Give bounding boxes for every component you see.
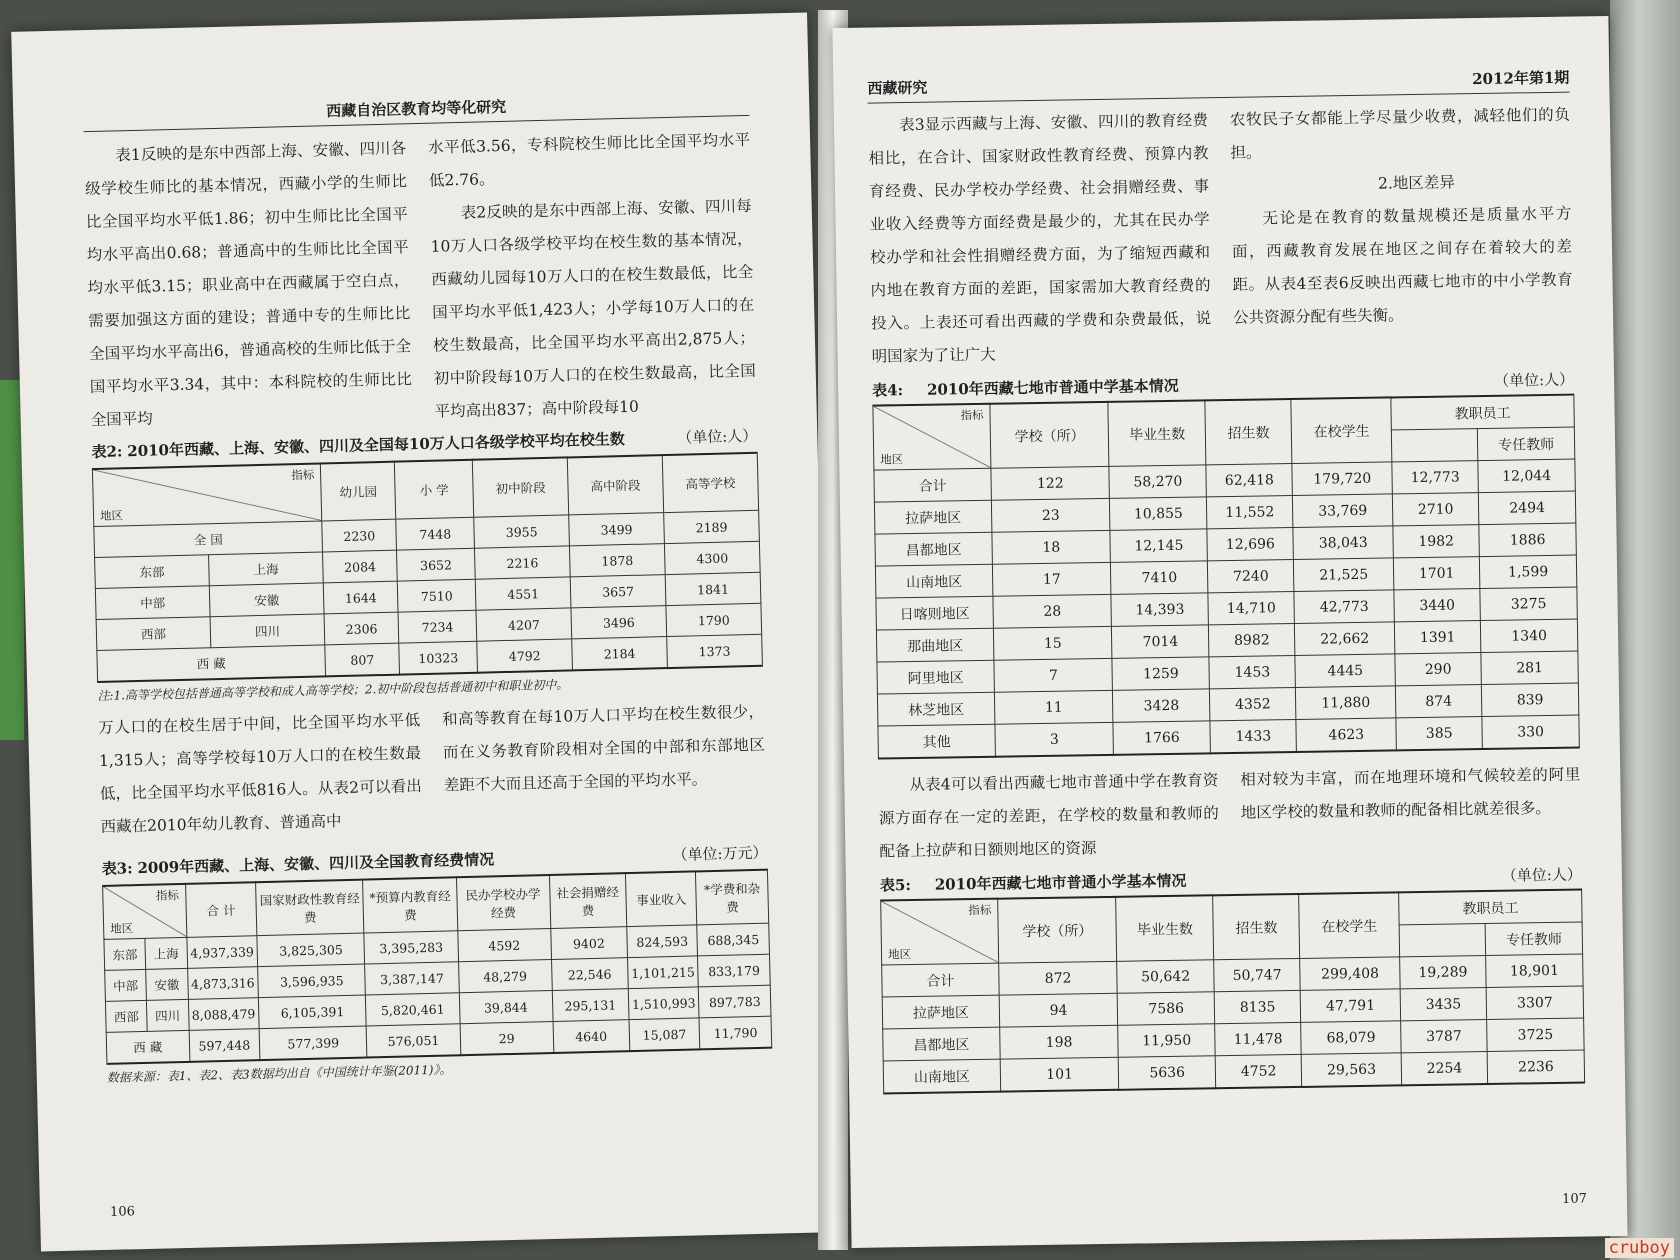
- table3: [102, 869, 772, 1065]
- table-cell: 10323: [399, 641, 478, 674]
- corner-top-label: 指标: [155, 888, 180, 903]
- table-cell: 3440: [1394, 589, 1481, 622]
- column-header: 事业收入: [625, 871, 697, 926]
- table-cell: 那曲地区: [876, 628, 993, 662]
- column-header: 幼儿园: [320, 462, 396, 521]
- table-cell: 21,525: [1294, 558, 1394, 592]
- table-cell: 安徽: [146, 968, 188, 1000]
- table-cell: 1,599: [1479, 555, 1576, 589]
- table-cell: 18: [992, 530, 1111, 564]
- table-cell: 11,790: [699, 1016, 771, 1049]
- table-cell: 4752: [1215, 1054, 1302, 1088]
- table-cell: 290: [1395, 653, 1482, 686]
- table-cell: 385: [1396, 717, 1483, 751]
- column-header: 小 学: [395, 460, 474, 519]
- column-header: *预算内教育经费: [363, 877, 458, 933]
- table-cell: 897,783: [699, 985, 771, 1018]
- right-mid-col-1: [878, 764, 1220, 868]
- running-header-left: 西藏自治区教育均等化研究: [81, 14, 749, 132]
- paragraph: 水平低3.56，专科院校生师比比全国平均水平低2.76。: [427, 130, 751, 190]
- table-cell: 2216: [475, 546, 571, 579]
- table-cell: 17: [992, 562, 1111, 596]
- table-cell: 2084: [323, 550, 398, 583]
- table-cell: 阿里地区: [877, 660, 994, 694]
- column-header: 毕业生数: [1108, 400, 1206, 466]
- table-cell: 西 藏: [106, 1030, 189, 1064]
- table5: [880, 889, 1585, 1095]
- table-cell: 198: [1000, 1025, 1119, 1059]
- table-cell: 281: [1481, 651, 1578, 685]
- column-header: 社会捐赠经费: [549, 873, 626, 928]
- table-cell: 7014: [1112, 625, 1209, 659]
- column-header: 民办学校办学经费: [456, 875, 550, 931]
- table-cell: 122: [991, 466, 1110, 500]
- table-cell: 6,105,391: [259, 995, 367, 1029]
- table-cell: 295,131: [552, 989, 629, 1022]
- column-header: *学费和杂费: [696, 870, 769, 925]
- table-title: 2010年西藏七地市普通中学基本情况: [926, 376, 1179, 399]
- table-cell: 4640: [553, 1020, 630, 1053]
- table-cell: 42,773: [1294, 590, 1394, 624]
- column-header: [1391, 429, 1478, 462]
- table2-note: 注:1.高等学校包括普通高等学校和成人高等学校；2.初中阶段包括普通初中和职业初中。: [97, 677, 569, 703]
- table-cell: 12,145: [1110, 529, 1207, 563]
- table-cell: 22,662: [1295, 622, 1395, 656]
- table-cell: 拉萨地区: [882, 995, 999, 1029]
- column-subheader: 专任教师: [1477, 427, 1574, 461]
- column-header: 教职员工: [1391, 395, 1574, 430]
- table-cell: 4300: [664, 541, 760, 574]
- table-cell: 101: [1000, 1057, 1119, 1091]
- table-cell: 林芝地区: [877, 692, 994, 726]
- column-header: 学校（所）: [990, 402, 1109, 468]
- watermark: cruboy: [1605, 1238, 1674, 1258]
- table-cell: 东部: [95, 555, 210, 589]
- table-cell: 3496: [571, 606, 667, 639]
- table-cell: 14,710: [1208, 591, 1295, 624]
- table-cell: 12,696: [1207, 527, 1294, 560]
- table-cell: 874: [1395, 685, 1482, 718]
- table-cell: 39,844: [459, 990, 553, 1023]
- table-cell: 3307: [1486, 986, 1583, 1020]
- table-cell: 3,596,935: [258, 964, 366, 998]
- table-cell: 11,880: [1296, 686, 1396, 720]
- table-cell: 1391: [1394, 621, 1481, 654]
- column-header: 在校学生: [1299, 892, 1400, 958]
- table-cell: 9402: [550, 927, 627, 960]
- table-cell: 4792: [477, 639, 573, 673]
- table4: [872, 394, 1579, 760]
- table-cell: 8982: [1209, 623, 1296, 656]
- right-top-columns: [868, 99, 1574, 374]
- table-cell: 11: [994, 690, 1113, 724]
- table-corner-cell: [103, 884, 187, 939]
- table-cell: 1701: [1393, 557, 1480, 590]
- table-cell: 23: [991, 498, 1110, 532]
- table-corner-cell: [92, 463, 321, 526]
- table-cell: 14,393: [1111, 593, 1208, 627]
- column-header: 初中阶段: [472, 457, 568, 517]
- table-cell: 7234: [398, 610, 477, 643]
- table-cell: 3275: [1480, 587, 1577, 621]
- table-cell: 5636: [1119, 1056, 1216, 1090]
- table-cell: 12,773: [1392, 461, 1479, 494]
- table-cell: 西部: [105, 1000, 147, 1032]
- table-cell: 8,088,479: [188, 998, 259, 1031]
- table-cell: 50,642: [1117, 960, 1214, 994]
- table-cell: 昌都地区: [875, 532, 992, 566]
- paragraph: 表3显示西藏与上海、安徽、四川的教育经费相比，在合计、国家财政性教育经费、预算内教育经费、民办学校办学经费、社会捐赠经费、事业收入经费等方面经费是最少的，尤其在民办学校办学和社会性捐赠经费方面，为了缩短西藏和内地在教育方面的差距，国家需加大教育经费的投入。上表还可看出西藏的学费和杂费最低，说明国家为了让广大: [868, 111, 1212, 366]
- corner-bottom-label: 地区: [887, 947, 912, 962]
- table-cell: 299,408: [1300, 957, 1400, 991]
- table-cell: 7: [994, 658, 1113, 692]
- table-cell: 688,345: [697, 923, 769, 956]
- table-cell: 3,825,305: [257, 933, 365, 967]
- table-cell: 58,270: [1109, 465, 1206, 499]
- table-cell: 4,873,316: [187, 967, 258, 1000]
- table-cell: 833,179: [698, 954, 770, 987]
- table-cell: 西 藏: [97, 645, 326, 682]
- table-cell: 2184: [572, 637, 668, 671]
- corner-top-label: 指标: [960, 407, 984, 423]
- table-cell: 38,043: [1293, 526, 1393, 560]
- corner-bottom-label: 地区: [99, 508, 124, 523]
- left-col-1: [84, 132, 413, 437]
- table-cell: 日喀则地区: [876, 596, 993, 630]
- table-cell: 2494: [1478, 491, 1575, 525]
- table-cell: 4445: [1295, 654, 1395, 688]
- left-mid-columns: [98, 696, 767, 844]
- table-cell: 3: [995, 722, 1114, 756]
- table-cell: 上海: [145, 937, 187, 969]
- section-heading: 2.地区差异: [1377, 173, 1455, 193]
- table-cell: 15,087: [629, 1018, 700, 1051]
- table-cell: 合计: [882, 963, 999, 997]
- paragraph: 从表4可以看出西藏七地市普通中学在教育资源方面存在一定的差距，在学校的数量和教师的配备上拉萨和日额则地区的资源: [878, 771, 1219, 861]
- column-header: 高中阶段: [567, 455, 663, 515]
- table-cell: 4551: [475, 577, 571, 610]
- table-cell: 4352: [1210, 687, 1297, 720]
- table-cell: 3657: [570, 575, 666, 608]
- column-header: 招生数: [1205, 399, 1292, 465]
- left-mid-col-1: [98, 704, 423, 844]
- table-cell: 824,593: [627, 925, 698, 958]
- table-cell: 其他: [878, 724, 995, 758]
- table-cell: 3787: [1401, 1020, 1488, 1053]
- table-cell: 西部: [96, 617, 211, 651]
- corner-top-label: 指标: [968, 902, 992, 918]
- table-cell: 1,510,993: [628, 987, 699, 1020]
- table-cell: 47,791: [1300, 989, 1400, 1023]
- column-header: 在校学生: [1291, 397, 1392, 463]
- table-cell: 中部: [105, 969, 147, 1001]
- corner-top-label: 指标: [291, 467, 315, 483]
- page-number: 106: [109, 1204, 136, 1220]
- corner-bottom-label: 地区: [109, 921, 134, 936]
- table-cell: 576,051: [367, 1024, 461, 1058]
- table-cell: 10,855: [1110, 497, 1207, 531]
- table-label: 表2:: [91, 442, 123, 462]
- table-cell: 4207: [476, 608, 572, 641]
- table-cell: 2710: [1392, 493, 1479, 526]
- table-cell: 11,552: [1207, 495, 1294, 528]
- table-cell: 2236: [1487, 1050, 1584, 1084]
- table-cell: 1259: [1112, 657, 1209, 691]
- table-cell: 33,769: [1293, 494, 1393, 528]
- table-cell: 50,747: [1214, 958, 1301, 991]
- right-mid-columns: [878, 759, 1581, 869]
- column-header: 合 计: [185, 882, 257, 937]
- table-cell: 28: [993, 594, 1112, 628]
- right-mid-col-2: [1240, 759, 1582, 863]
- table-cell: 94: [999, 993, 1118, 1027]
- table-cell: 4592: [457, 929, 551, 962]
- right-page: [832, 16, 1627, 1248]
- table-cell: 2306: [324, 612, 399, 645]
- paragraph: 万人口的在校生居于中间，比全国平均水平低1,315人；高等学校每10万人口的在校生数最低，比全国平均水平低816人。从表2可以看出西藏在2010年幼儿教育、普通高中: [98, 711, 422, 836]
- table-cell: 7510: [397, 579, 476, 612]
- paragraph: 无论是在教育的数量规模还是质量水平方面，西藏教育发展在地区之间存在着较大的差距。从表4至表6反映出西藏七地市的中小学教育公共资源分配有些失衡。: [1231, 204, 1573, 327]
- table-cell: 8135: [1214, 990, 1301, 1023]
- table-cell: 3,395,283: [364, 931, 458, 964]
- table-cell: 68,079: [1301, 1021, 1401, 1055]
- journal-name: 西藏研究: [867, 78, 928, 98]
- paragraph: 相对较为丰富，而在地理环境和气候较差的阿里地区学校的数量和教师的配备相比就差很多。: [1240, 765, 1581, 822]
- table-cell: 东部: [104, 938, 146, 970]
- table-cell: 48,279: [458, 959, 552, 992]
- table-cell: 2254: [1401, 1052, 1488, 1086]
- left-mid-col-2: [442, 696, 767, 836]
- table-cell: 872: [999, 961, 1118, 995]
- table-cell: 山南地区: [875, 564, 992, 598]
- table-unit: （单位:万元）: [672, 843, 768, 864]
- table-cell: 11,478: [1215, 1022, 1302, 1055]
- column-subheader: 专任教师: [1485, 922, 1582, 956]
- column-header: 毕业生数: [1116, 895, 1214, 961]
- table-cell: 1886: [1479, 523, 1576, 557]
- table-cell: 2230: [322, 519, 397, 552]
- table-cell: 四川: [147, 999, 189, 1031]
- table-cell: 山南地区: [883, 1059, 1000, 1093]
- table-title: 2010年西藏七地市普通小学基本情况: [934, 871, 1187, 894]
- table-cell: 1841: [665, 572, 761, 605]
- table-cell: 330: [1482, 715, 1579, 749]
- table-title: 2009年西藏、上海、安徽、四川及全国教育经费情况: [137, 850, 495, 878]
- table-cell: 拉萨地区: [874, 500, 991, 534]
- left-page: [11, 12, 837, 1251]
- table-cell: 7586: [1118, 992, 1215, 1026]
- paragraph: 农牧民子女都能上学尽量少收费，减轻他们的负担。: [1229, 105, 1571, 162]
- table-label: 表5:: [879, 876, 912, 895]
- table-cell: 18,901: [1486, 954, 1583, 988]
- column-header: 招生数: [1213, 894, 1300, 960]
- table-cell: 1878: [570, 544, 666, 577]
- table-cell: 7410: [1111, 561, 1208, 595]
- data-source-note: 数据来源：表1、表2、表3数据均出自《中国统计年鉴(2011)》。: [106, 1062, 452, 1085]
- issue-label: 2012年第1期: [1472, 68, 1570, 89]
- column-header: 学校（所）: [998, 897, 1117, 963]
- table-cell: 1766: [1113, 721, 1210, 755]
- table-unit: （单位:人）: [677, 426, 758, 447]
- table-cell: 安徽: [209, 583, 324, 617]
- table-cell: 29,563: [1301, 1053, 1401, 1087]
- table-cell: 15: [993, 626, 1112, 660]
- table-cell: 29: [460, 1021, 554, 1055]
- column-header: [1399, 924, 1486, 957]
- table-cell: 179,720: [1292, 462, 1392, 496]
- table-cell: 3499: [569, 513, 665, 546]
- table-cell: 22,546: [551, 958, 628, 991]
- paragraph: 表2反映的是东中西部上海、安徽、四川每10万人口各级学校平均在校生数的基本情况，西藏幼儿园每10万人口的在校生数最低，比全国平均水平低1,423人；小学每10万人口的在校生数最高，比全国平均水平高出2,875人；初中阶段每10万人口的在校生数最高，比全国平均高出837；高中阶段每10: [430, 196, 756, 421]
- table-unit: （单位:人）: [1493, 370, 1575, 390]
- paragraph: 表1反映的是东中西部上海、安徽、四川各级学校生师比的基本情况，西藏小学的生师比比全国平均水平低1.86；初中生师比比全国平均水平高出0.68；普通高中的生师比比全国平均水平低3.15；职业高中在西藏属于空白点，需要加强这方面的建设；普通中专的生师比比全国平均水平高出6，普通高校的生师比低于全国平均水平3.34，其中：本科院校的生师比比全国平均: [84, 139, 413, 430]
- table2: [92, 452, 763, 683]
- table-label: 表4:: [872, 381, 904, 400]
- paragraph: 和高等教育在每10万人口平均在校生数很少，而在义务教育阶段相对全国的中部和东部地区差距不大而且还高于全国的平均水平。: [441, 702, 766, 795]
- table-cell: 19,289: [1400, 956, 1487, 989]
- table-cell: 7448: [396, 517, 475, 550]
- table-cell: 1644: [323, 581, 398, 614]
- table-corner-cell: [873, 404, 991, 470]
- left-top-columns: [84, 124, 757, 437]
- table-cell: 3428: [1113, 689, 1210, 723]
- table-cell: 上海: [209, 552, 324, 586]
- table-cell: 12,044: [1478, 459, 1575, 493]
- table-cell: 839: [1481, 683, 1578, 717]
- table-cell: 昌都地区: [883, 1027, 1000, 1061]
- table-cell: 3725: [1487, 1018, 1584, 1052]
- table-cell: 3955: [474, 515, 570, 548]
- table-title: 2010年西藏、上海、安徽、四川及全国每10万人口各级学校平均在校生数: [127, 430, 625, 461]
- table-cell: 1453: [1209, 655, 1296, 688]
- table-cell: 3435: [1400, 988, 1487, 1021]
- table-cell: 5,820,461: [366, 993, 460, 1026]
- table-cell: 3652: [397, 548, 476, 581]
- table-cell: 全 国: [94, 521, 323, 558]
- table-cell: 3,387,147: [365, 962, 459, 995]
- column-header: 国家财政性教育经费: [256, 880, 365, 936]
- table-cell: 1,101,215: [627, 956, 698, 989]
- right-col-1: [868, 104, 1212, 373]
- right-col-2: [1230, 99, 1574, 368]
- left-col-2: [428, 124, 757, 429]
- table-cell: 4,937,339: [186, 936, 257, 969]
- table-cell: 1982: [1393, 525, 1480, 558]
- table-cell: 4623: [1296, 718, 1396, 752]
- page-number: 107: [1562, 1191, 1588, 1207]
- table-label: 表3:: [101, 859, 133, 878]
- table-cell: 807: [325, 643, 400, 676]
- running-header-right: [867, 67, 1569, 104]
- table-cell: 2189: [664, 510, 760, 543]
- table-cell: 1340: [1480, 619, 1577, 653]
- table-cell: 四川: [210, 614, 325, 648]
- table-cell: 1790: [666, 603, 762, 636]
- table-cell: 597,448: [189, 1029, 260, 1062]
- table-cell: 1433: [1210, 719, 1297, 753]
- table-unit: （单位:人）: [1501, 865, 1582, 885]
- corner-bottom-label: 地区: [880, 452, 904, 467]
- column-header: 高等学校: [662, 453, 758, 513]
- column-header: 教职员工: [1399, 890, 1582, 925]
- table-cell: 合计: [874, 468, 991, 502]
- table-corner-cell: [881, 899, 999, 965]
- table-cell: 1373: [667, 634, 763, 668]
- table-cell: 62,418: [1206, 464, 1293, 497]
- table-cell: 577,399: [259, 1026, 367, 1060]
- table-cell: 7240: [1208, 559, 1295, 592]
- table-cell: 11,950: [1118, 1024, 1215, 1058]
- table-cell: 中部: [95, 586, 210, 620]
